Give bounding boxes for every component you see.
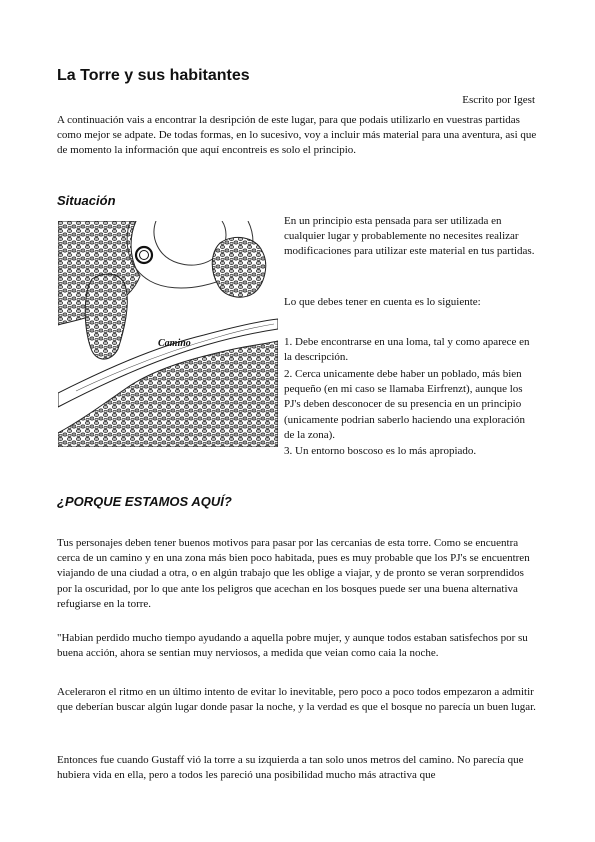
rocky-cluster-right: [212, 237, 265, 297]
section-heading-porque: ¿PORQUE ESTAMOS AQUÍ?: [57, 494, 232, 509]
page-title: La Torre y sus habitantes: [57, 67, 250, 84]
porque-paragraph-2: "Habian perdido mucho tiempo ayudando a aquella pobre mujer, y aunque todos estaban satisfechos por su buena acción, ahora se sentian muy nerviosos, a medida que veian como caia la noche.: [57, 632, 528, 660]
porque-paragraph-3: Aceleraron el ritmo en un último intento de evitar lo inevitable, pero poco a poco todos empezaron a admitir que deberían buscar algún lugar donde pasar la noche, y la verdad es que el bosque no parecía un buen lugar.: [57, 686, 536, 714]
situacion-paragraph-2: Lo que debes tener en cuenta es lo siguiente:: [284, 296, 481, 308]
rocky-cluster-middle: [85, 274, 127, 359]
situacion-item-3: 3. Un entorno boscoso es lo más apropiado.: [284, 445, 477, 457]
porque-paragraph-1: Tus personajes deben tener buenos motivos para pasar por las cercanias de esta torre. Como se encuentra cerca de un camino y en una zona más bien poco habitada, pues es muy probable que los PJ's se encuentren viajando de una ciudad a otra, o en algún trabajo que les oblige a viajar, y de pronto se veran sorprendidos por la oscuridad, por lo que ante los peligros que acechan en los bosques puede ser una buena alternativa refugiarse en la torre.: [57, 537, 530, 610]
section-heading-situacion: Situación: [57, 193, 116, 208]
situacion-item-2: 2. Cerca unicamente debe haber un poblado, más bien pequeño (en mi caso se llamaba Eirfrenzt), aunque los PJ's deben desconocer de su presencia en un principio (unicamente podrian saberlo haciendo una exploración de la zona).: [284, 368, 525, 441]
location-map: [58, 221, 278, 447]
situacion-item-1: 1. Debe encontrarse en una loma, tal y como aparece en la descripción.: [284, 336, 530, 364]
tower-marker: [136, 247, 152, 263]
road-label: Camino: [158, 338, 191, 349]
intro-paragraph: A continuación vais a encontrar la desripción de este lugar, para que podais utilizarlo en vuestras partidas como mejor se adpate. De todas formas, en lo sucesivo, voy a incluir más material para una aventura, asi que de momento la información que aquí encontreis es solo el principio.: [57, 114, 537, 157]
porque-paragraph-4: Entonces fue cuando Gustaff vió la torre a su izquierda a tan solo unos metros del camino. No parecía que hubiera vida en ella, pero a todos les pareció una posibilidad mucho más atractiva que: [57, 754, 524, 782]
author-line: Escrito por Igest: [462, 94, 535, 106]
situacion-paragraph-1: En un principio esta pensada para ser utilizada en cualquier lugar y probablemente no necesites realizar modificaciones para utilizar este material en tus partidas.: [284, 215, 535, 258]
